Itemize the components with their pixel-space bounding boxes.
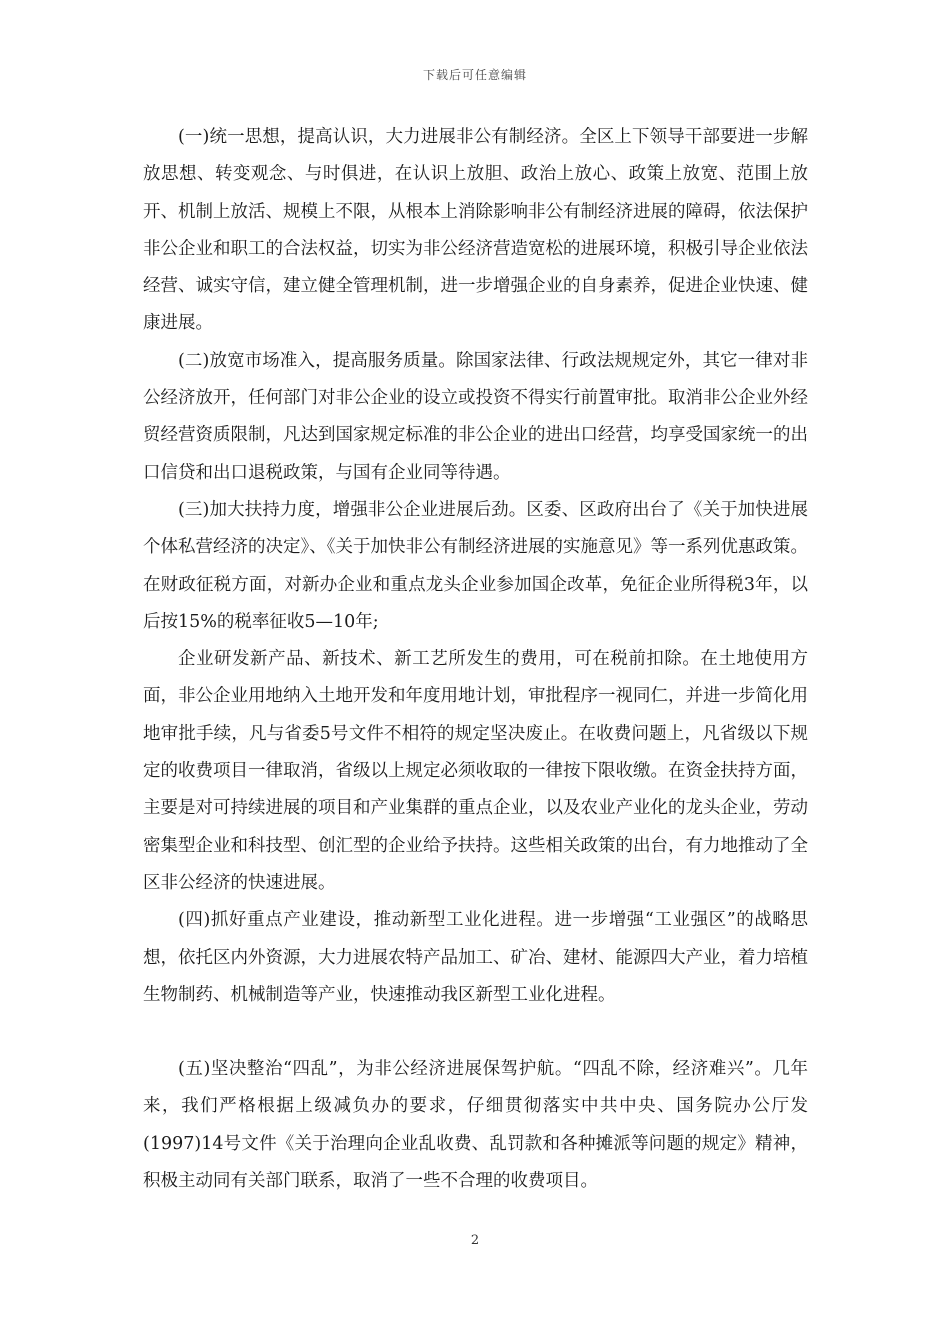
page-header: 下载后可任意编辑 — [422, 68, 527, 82]
paragraph-spacer — [143, 1014, 808, 1051]
paragraph-4: 企业研发新产品、新技术、新工艺所发生的费用，可在税前扣除。在土地使用方面，非公企业用地纳入土地开发和年度用地计划，审批程序一视同仁，并进一步简化用地审批手续，凡与省委5号文件不相符的规定坚决废止。在收费问题上，凡省级以下规定的收费项目一律取消，省级以上规定必须收取的一律按下限收缴。在资金扶持方面，主要是对可持续进展的项目和产业集群的重点企业，以及农业产业化的龙头企业，劳动密集型企业和科技型、创汇型的企业给予扶持。这些相关政策的出台，有力地推动了全区非公经济的快速进展。 — [143, 649, 808, 893]
paragraph-6: (五)坚决整治“四乱”，为非公经济进展保驾护航。“四乱不除，经济难兴”。几年来，我们严格根据上级减负办的要求，仔细贯彻落实中共中央、国务院办公厅发(1997)14号文件《关于治理向企业乱收费、乱罚款和各种摊派等问题的规定》精神，积极主动同有关部门联系，取消了一些不合理的收费项目。 — [143, 1059, 808, 1192]
document-body — [143, 119, 808, 1200]
page-number: 2 — [470, 1233, 480, 1248]
paragraph-1: (一)统一思想，提高认识，大力进展非公有制经济。全区上下领导干部要进一步解放思想、转变观念、与时俱进，在认识上放胆、政治上放心、政策上放宽、范围上放开、机制上放活、规模上不限，从根本上消除影响非公有制经济进展的障碍，依法保护非公企业和职工的合法权益，切实为非公经济营造宽松的进展环境，积极引导企业依法经营、诚实守信，建立健全管理机制，进一步增强企业的自身素养，促进企业快速、健康进展。 — [143, 127, 808, 334]
paragraph-2: (二)放宽市场准入，提高服务质量。除国家法律、行政法规规定外，其它一律对非公经济放开，任何部门对非公企业的设立或投资不得实行前置审批。取消非公企业外经贸经营资质限制，凡达到国家规定标准的非公企业的进出口经营，均享受国家统一的出口信贷和出口退税政策，与国有企业同等待遇。 — [143, 350, 808, 483]
paragraph-3: (三)加大扶持力度，增强非公企业进展后劲。区委、区政府出台了《关于加快进展个体私营经济的决定》、《关于加快非公有制经济进展的实施意见》等一系列优惠政策。在财政征税方面，对新办企业和重点龙头企业参加国企改革，免征企业所得税3年，以后按15%的税率征收5—10年; — [143, 499, 808, 632]
paragraph-5: (四)抓好重点产业建设，推动新型工业化进程。进一步增强“工业强区”的战略思想，依托区内外资源，大力进展农特产品加工、矿冶、建材、能源四大产业，着力培植生物制药、机械制造等产业，快速推动我区新型工业化进程。 — [143, 910, 808, 1005]
